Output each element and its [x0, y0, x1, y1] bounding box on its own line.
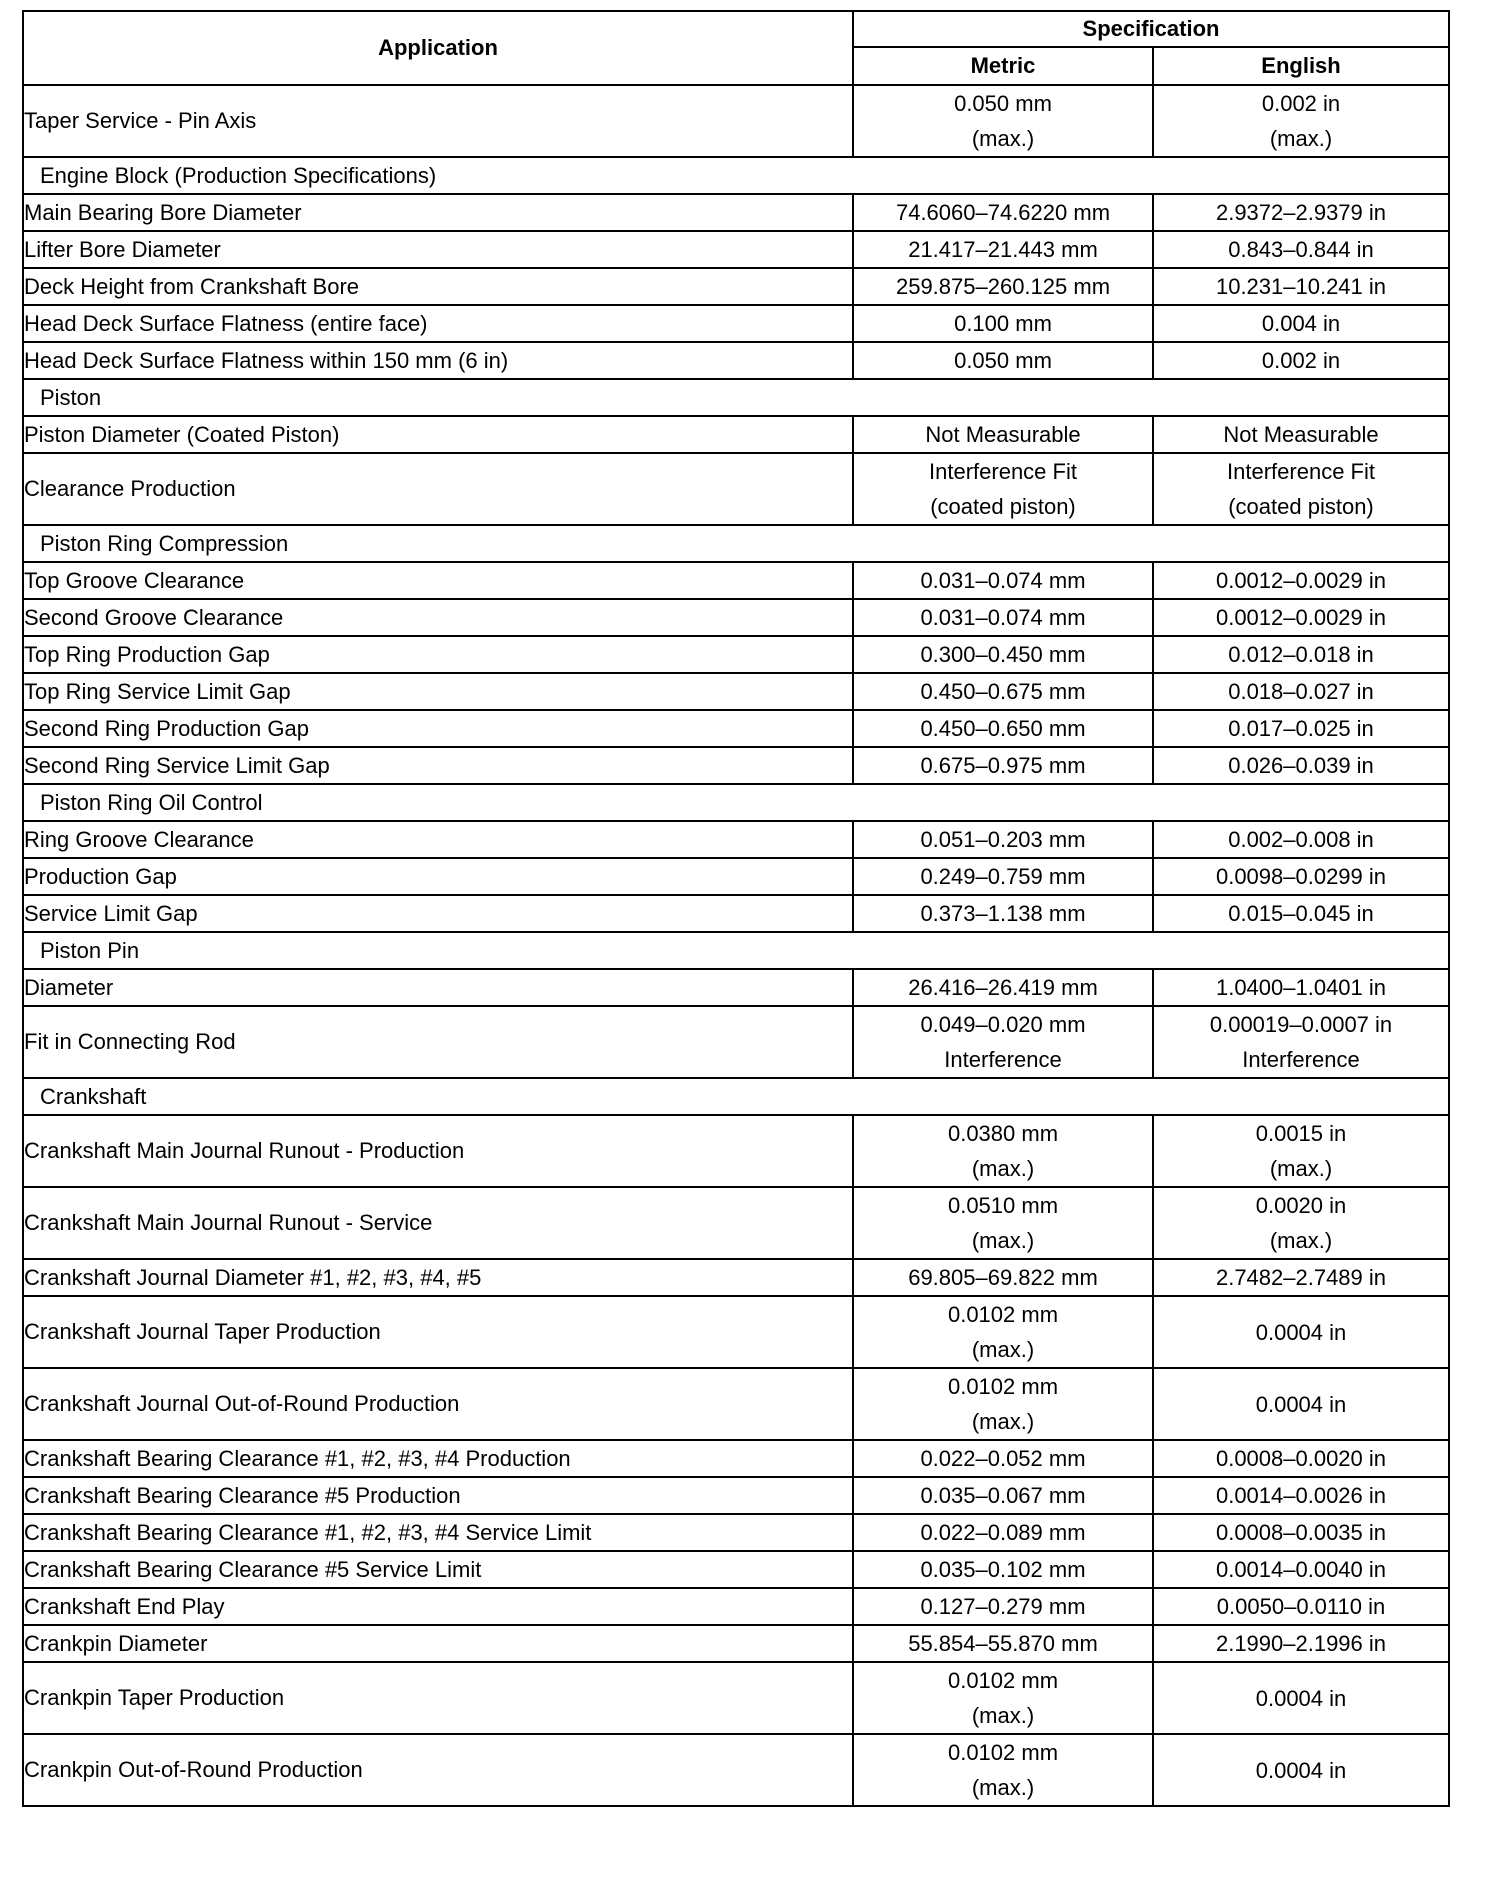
english-cell: [1153, 1368, 1449, 1440]
metric-cell: [853, 710, 1153, 747]
english-value-line: 0.004 in: [1261, 311, 1341, 336]
application-cell: Crankshaft Main Journal Runout - Production: [23, 1115, 853, 1187]
english-value-line: 0.00019–0.0007 in: [1209, 1012, 1393, 1037]
table-row: [23, 747, 1449, 784]
english-cell: [1153, 453, 1449, 525]
table-row: [23, 1187, 1449, 1259]
table-row: [23, 268, 1449, 305]
english-cell: [1153, 636, 1449, 673]
table-row: [23, 636, 1449, 673]
metric-value-line: 0.050 mm: [954, 348, 1052, 373]
metric-cell: [853, 231, 1153, 268]
metric-value-line: 0.0102 mm: [947, 1302, 1059, 1327]
application-cell: Second Groove Clearance: [23, 599, 853, 636]
table-row: [23, 599, 1449, 636]
application-cell: Crankshaft Journal Taper Production: [23, 1296, 853, 1368]
english-value-line: 0.0014–0.0040 in: [1215, 1557, 1387, 1582]
metric-cell: [853, 1625, 1153, 1662]
application-cell: Crankpin Taper Production: [23, 1662, 853, 1734]
english-cell: [1153, 1115, 1449, 1187]
table-row: [23, 1115, 1449, 1187]
english-value-line: 0.002–0.008 in: [1228, 827, 1374, 852]
metric-value-line: 0.127–0.279 mm: [920, 1594, 1086, 1619]
metric-cell: [853, 562, 1153, 599]
metric-value-line: Not Measurable: [925, 422, 1081, 447]
section-title: Engine Block (Production Specifications): [23, 157, 1449, 194]
application-cell: Deck Height from Crankshaft Bore: [23, 268, 853, 305]
english-header: English: [1153, 47, 1449, 85]
metric-header: Metric: [853, 47, 1153, 85]
english-cell: [1153, 1296, 1449, 1368]
table-row: [23, 305, 1449, 342]
section-row: [23, 932, 1449, 969]
metric-value-line: 0.050 mm: [954, 91, 1052, 116]
english-value-line: 0.0050–0.0110 in: [1216, 1594, 1386, 1619]
english-value-line: (max.): [1269, 1228, 1333, 1253]
table-row: [23, 85, 1449, 157]
application-cell: Crankshaft Journal Out-of-Round Production: [23, 1368, 853, 1440]
english-value-line: 0.0012–0.0029 in: [1215, 568, 1387, 593]
section-row: [23, 379, 1449, 416]
application-cell: Production Gap: [23, 858, 853, 895]
table-row: [23, 673, 1449, 710]
table-row: [23, 1625, 1449, 1662]
metric-cell: [853, 1296, 1153, 1368]
metric-cell: [853, 1514, 1153, 1551]
application-cell: Crankshaft Main Journal Runout - Service: [23, 1187, 853, 1259]
table-row: [23, 194, 1449, 231]
application-cell: Crankpin Out-of-Round Production: [23, 1734, 853, 1806]
english-cell: [1153, 268, 1449, 305]
english-value-line: 0.0015 in: [1255, 1121, 1347, 1146]
metric-cell: [853, 342, 1153, 379]
metric-cell: [853, 969, 1153, 1006]
english-cell: [1153, 969, 1449, 1006]
application-cell: Main Bearing Bore Diameter: [23, 194, 853, 231]
metric-cell: [853, 673, 1153, 710]
metric-value-line: 0.450–0.650 mm: [920, 716, 1086, 741]
metric-value-line: 0.0102 mm: [947, 1374, 1059, 1399]
application-cell: Crankpin Diameter: [23, 1625, 853, 1662]
section-row: [23, 784, 1449, 821]
metric-value-line: Interference Fit: [929, 459, 1077, 484]
english-value-line: 1.0400–1.0401 in: [1215, 975, 1387, 1000]
metric-value-line: 0.031–0.074 mm: [920, 568, 1086, 593]
metric-value-line: (coated piston): [930, 494, 1076, 519]
english-cell: [1153, 821, 1449, 858]
english-value-line: 0.0008–0.0020 in: [1215, 1446, 1387, 1471]
english-cell: [1153, 1259, 1449, 1296]
english-cell: [1153, 1662, 1449, 1734]
section-title: Piston Pin: [23, 932, 1449, 969]
metric-cell: [853, 85, 1153, 157]
metric-cell: [853, 1734, 1153, 1806]
metric-value-line: 0.0380 mm: [947, 1121, 1059, 1146]
table-row: [23, 858, 1449, 895]
application-cell: Diameter: [23, 969, 853, 1006]
english-cell: [1153, 1477, 1449, 1514]
english-value-line: 0.0014–0.0026 in: [1215, 1483, 1387, 1508]
metric-value-line: 0.100 mm: [954, 311, 1052, 336]
table-row: [23, 231, 1449, 268]
english-value-line: 2.1990–2.1996 in: [1215, 1631, 1387, 1656]
english-cell: [1153, 342, 1449, 379]
metric-value-line: (max.): [971, 1775, 1035, 1800]
metric-cell: [853, 858, 1153, 895]
table-row: [23, 342, 1449, 379]
metric-value-line: (max.): [971, 1228, 1035, 1253]
metric-value-line: 21.417–21.443 mm: [908, 237, 1098, 262]
english-value-line: 0.0004 in: [1255, 1319, 1347, 1345]
application-cell: Fit in Connecting Rod: [23, 1006, 853, 1078]
metric-cell: [853, 1588, 1153, 1625]
table-row: [23, 969, 1449, 1006]
application-cell: Crankshaft End Play: [23, 1588, 853, 1625]
application-cell: Piston Diameter (Coated Piston): [23, 416, 853, 453]
metric-cell: [853, 194, 1153, 231]
english-value-line: 0.026–0.039 in: [1228, 753, 1374, 778]
metric-cell: [853, 1440, 1153, 1477]
metric-cell: [853, 416, 1153, 453]
metric-cell: [853, 821, 1153, 858]
metric-value-line: 0.675–0.975 mm: [920, 753, 1086, 778]
metric-value-line: 259.875–260.125 mm: [895, 274, 1111, 299]
application-cell: Crankshaft Journal Diameter #1, #2, #3, #4, #5: [23, 1259, 853, 1296]
table-row: [23, 1368, 1449, 1440]
metric-cell: [853, 1006, 1153, 1078]
metric-cell: [853, 1259, 1153, 1296]
english-value-line: 0.018–0.027 in: [1228, 679, 1374, 704]
metric-cell: [853, 453, 1153, 525]
english-cell: [1153, 895, 1449, 932]
english-cell: [1153, 1440, 1449, 1477]
english-cell: [1153, 858, 1449, 895]
metric-cell: [853, 1477, 1153, 1514]
metric-value-line: (max.): [971, 126, 1035, 151]
metric-value-line: (max.): [971, 1409, 1035, 1434]
english-cell: [1153, 1006, 1449, 1078]
table-row: [23, 1551, 1449, 1588]
table-row: [23, 821, 1449, 858]
application-cell: Clearance Production: [23, 453, 853, 525]
english-cell: [1153, 562, 1449, 599]
table-body: [23, 85, 1449, 1806]
table-row: [23, 1440, 1449, 1477]
english-value-line: 2.7482–2.7489 in: [1215, 1265, 1387, 1290]
table-row: [23, 1259, 1449, 1296]
metric-value-line: 26.416–26.419 mm: [908, 975, 1098, 1000]
application-cell: Lifter Bore Diameter: [23, 231, 853, 268]
english-cell: [1153, 1187, 1449, 1259]
english-cell: [1153, 85, 1449, 157]
metric-value-line: 0.300–0.450 mm: [920, 642, 1086, 667]
table-row: [23, 1296, 1449, 1368]
metric-cell: [853, 599, 1153, 636]
english-value-line: 0.0004 in: [1255, 1685, 1347, 1711]
metric-value-line: 0.051–0.203 mm: [920, 827, 1086, 852]
english-cell: [1153, 1734, 1449, 1806]
application-cell: Top Groove Clearance: [23, 562, 853, 599]
section-title: Piston: [23, 379, 1449, 416]
table-row: [23, 1477, 1449, 1514]
metric-value-line: 0.0102 mm: [947, 1740, 1059, 1765]
specification-table: [22, 10, 1450, 1807]
table-row: [23, 1588, 1449, 1625]
english-value-line: 0.0012–0.0029 in: [1215, 605, 1387, 630]
application-cell: Crankshaft Bearing Clearance #5 Production: [23, 1477, 853, 1514]
application-cell: Top Ring Service Limit Gap: [23, 673, 853, 710]
application-cell: Ring Groove Clearance: [23, 821, 853, 858]
english-cell: [1153, 710, 1449, 747]
english-value-line: 0.0098–0.0299 in: [1215, 864, 1387, 889]
metric-cell: [853, 1551, 1153, 1588]
metric-value-line: 0.035–0.102 mm: [920, 1557, 1086, 1582]
english-value-line: (max.): [1269, 1156, 1333, 1181]
table-row: [23, 1662, 1449, 1734]
table-row: [23, 416, 1449, 453]
table-row: [23, 895, 1449, 932]
english-value-line: (max.): [1269, 126, 1333, 151]
section-title: Piston Ring Compression: [23, 525, 1449, 562]
metric-value-line: (max.): [971, 1337, 1035, 1362]
metric-cell: [853, 895, 1153, 932]
english-value-line: Interference: [1242, 1047, 1360, 1072]
metric-cell: [853, 1187, 1153, 1259]
application-cell: Top Ring Production Gap: [23, 636, 853, 673]
metric-value-line: 0.022–0.089 mm: [920, 1520, 1086, 1545]
english-cell: [1153, 673, 1449, 710]
table-row: [23, 453, 1449, 525]
metric-cell: [853, 268, 1153, 305]
english-value-line: 0.0020 in: [1255, 1193, 1347, 1218]
english-value-line: 0.002 in: [1261, 348, 1341, 373]
metric-value-line: 74.6060–74.6220 mm: [895, 200, 1111, 225]
metric-value-line: 0.035–0.067 mm: [920, 1483, 1086, 1508]
application-cell: Crankshaft Bearing Clearance #1, #2, #3, #4 Service Limit: [23, 1514, 853, 1551]
english-cell: [1153, 416, 1449, 453]
table-row: [23, 1006, 1449, 1078]
application-cell: Taper Service - Pin Axis: [23, 85, 853, 157]
metric-cell: [853, 747, 1153, 784]
application-cell: Second Ring Service Limit Gap: [23, 747, 853, 784]
application-cell: Head Deck Surface Flatness (entire face): [23, 305, 853, 342]
specification-header: Specification: [853, 11, 1449, 47]
table-row: [23, 1514, 1449, 1551]
english-value-line: 0.0004 in: [1255, 1391, 1347, 1417]
application-cell: Second Ring Production Gap: [23, 710, 853, 747]
application-cell: Service Limit Gap: [23, 895, 853, 932]
section-row: [23, 157, 1449, 194]
section-row: [23, 525, 1449, 562]
header-row: [23, 11, 1449, 47]
english-value-line: 0.002 in: [1261, 91, 1341, 116]
section-row: [23, 1078, 1449, 1115]
metric-value-line: 69.805–69.822 mm: [908, 1265, 1098, 1290]
metric-value-line: 0.450–0.675 mm: [920, 679, 1086, 704]
english-value-line: 0.017–0.025 in: [1228, 716, 1374, 741]
english-value-line: 0.0008–0.0035 in: [1215, 1520, 1387, 1545]
english-value-line: 0.012–0.018 in: [1228, 642, 1374, 667]
english-cell: [1153, 1625, 1449, 1662]
metric-value-line: 0.022–0.052 mm: [920, 1446, 1086, 1471]
english-value-line: (coated piston): [1228, 494, 1374, 519]
application-cell: Head Deck Surface Flatness within 150 mm (6 in): [23, 342, 853, 379]
metric-value-line: (max.): [971, 1156, 1035, 1181]
metric-cell: [853, 1662, 1153, 1734]
application-cell: Crankshaft Bearing Clearance #1, #2, #3, #4 Production: [23, 1440, 853, 1477]
english-cell: [1153, 1514, 1449, 1551]
table-row: [23, 1734, 1449, 1806]
section-title: Piston Ring Oil Control: [23, 784, 1449, 821]
english-cell: [1153, 1551, 1449, 1588]
english-value-line: 0.015–0.045 in: [1228, 901, 1374, 926]
english-cell: [1153, 599, 1449, 636]
english-value-line: Not Measurable: [1223, 422, 1379, 447]
metric-value-line: 0.049–0.020 mm: [920, 1012, 1086, 1037]
metric-value-line: 0.249–0.759 mm: [920, 864, 1086, 889]
metric-value-line: (max.): [971, 1703, 1035, 1728]
metric-cell: [853, 1115, 1153, 1187]
metric-value-line: 0.0102 mm: [947, 1668, 1059, 1693]
table-row: [23, 710, 1449, 747]
english-cell: [1153, 747, 1449, 784]
metric-cell: [853, 1368, 1153, 1440]
metric-value-line: 55.854–55.870 mm: [908, 1631, 1098, 1656]
english-cell: [1153, 231, 1449, 268]
english-value-line: Interference Fit: [1227, 459, 1375, 484]
english-cell: [1153, 1588, 1449, 1625]
application-header: Application: [23, 11, 853, 85]
english-value-line: 0.843–0.844 in: [1228, 237, 1374, 262]
metric-value-line: 0.031–0.074 mm: [920, 605, 1086, 630]
english-value-line: 2.9372–2.9379 in: [1215, 200, 1387, 225]
table-row: [23, 562, 1449, 599]
english-value-line: 0.0004 in: [1255, 1757, 1347, 1783]
application-cell: Crankshaft Bearing Clearance #5 Service Limit: [23, 1551, 853, 1588]
metric-value-line: 0.0510 mm: [947, 1193, 1059, 1218]
english-cell: [1153, 194, 1449, 231]
english-value-line: 10.231–10.241 in: [1215, 274, 1387, 299]
metric-value-line: 0.373–1.138 mm: [920, 901, 1086, 926]
metric-cell: [853, 636, 1153, 673]
section-title: Crankshaft: [23, 1078, 1449, 1115]
english-cell: [1153, 305, 1449, 342]
metric-value-line: Interference: [944, 1047, 1062, 1072]
metric-cell: [853, 305, 1153, 342]
